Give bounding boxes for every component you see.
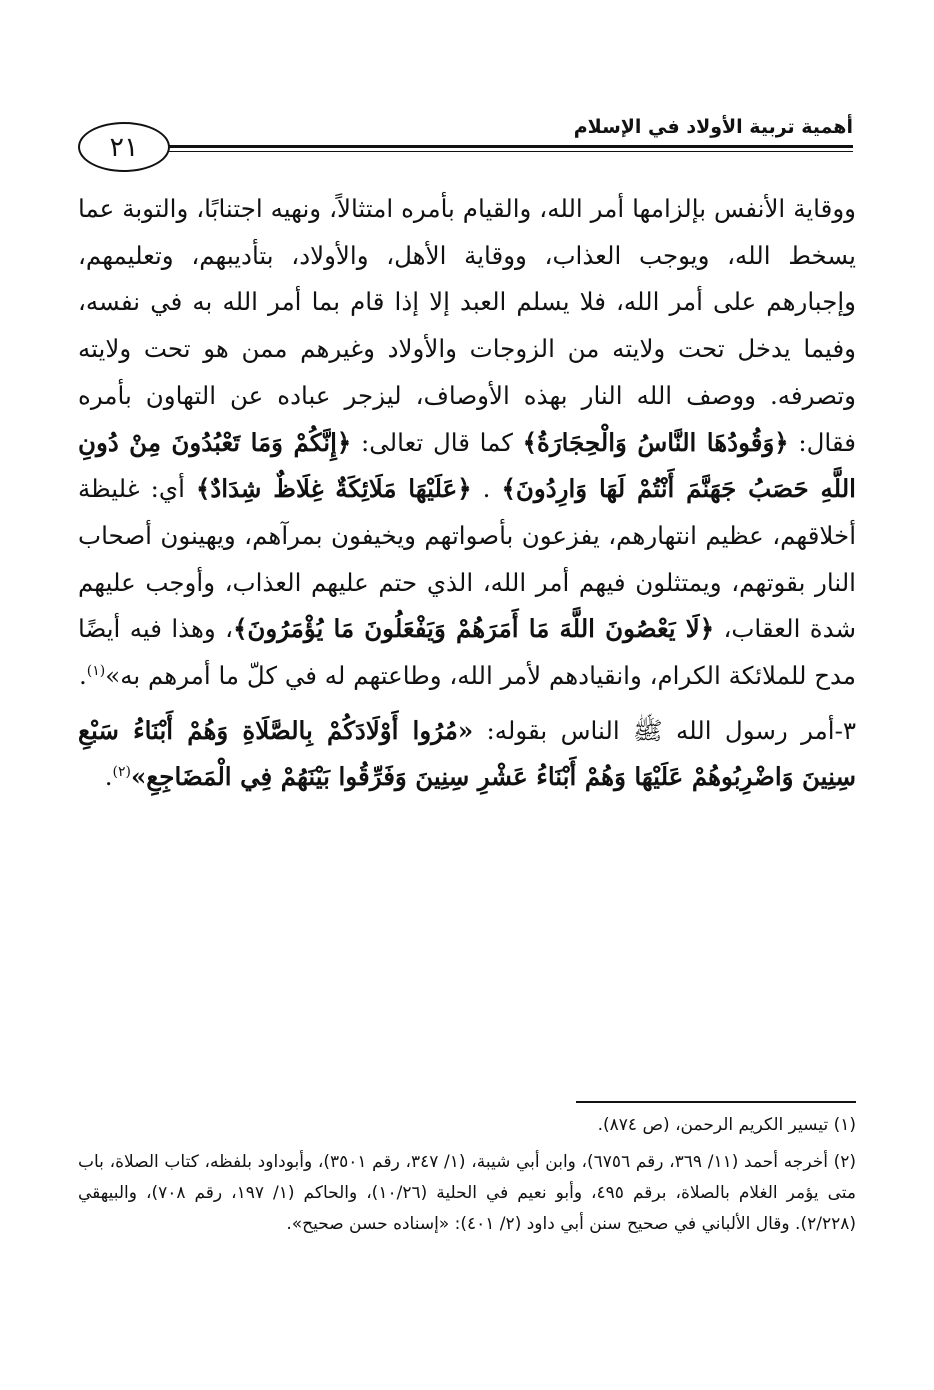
paragraph-tafsir xyxy=(78,186,856,700)
text-run: كما قال تعالى: xyxy=(351,427,523,457)
running-title: أهمية تربية الأولاد في الإسلام xyxy=(573,116,853,138)
item-number: ٣- xyxy=(834,715,857,745)
text-run: . xyxy=(104,762,113,792)
main-text xyxy=(78,186,856,801)
footnote-2: (٢) أخرجه أحمد (١١/ ٣٦٩، رقم ٦٧٥٦)، وابن أبي شيبة، (١/ ٣٤٧، رقم ٣٥٠١)، وأبوداود بلفظه، كتاب الصلاة، باب متى يؤمر الغلام بالصلاة، برقم ٤٩٥، وأبو نعيم في الحلية (١٠/٢٦)، والحاكم (١/ ١٩٧، رقم ٧٠٨)، والبيهقي (٢/٢٢٨). وقال الألباني في صحيح سنن أبي داود (٢/ ٤٠١): «إسناده حسن صحيح». xyxy=(78,1152,857,1234)
quran-quote: ﴿لَا يَعْصُونَ اللَّهَ مَا أَمَرَهُمْ وَيَفْعَلُونَ مَا يُؤْمَرُونَ﴾ xyxy=(233,614,715,644)
text-run: . xyxy=(78,661,87,691)
header-rule-thin xyxy=(168,151,853,152)
page-header xyxy=(78,116,853,180)
text-run: أي: غليظة أخلاقهم، عظيم انتهارهم، يفزعون بأصواتهم ويخيفون بمرآهم، ويهينون أصحاب النار بقوتهم، ويمتثلون فيهم أمر الله، الذي حتم عليهم العذاب، وأوجب عليهم شدة العقاب، xyxy=(78,474,856,644)
footnote-1: (١) تيسير الكريم الرحمن، (ص ٨٧٤). xyxy=(597,1115,856,1135)
quran-quote: ﴿وَقُودُهَا النَّاسُ وَالْحِجَارَةُ﴾ xyxy=(522,427,789,457)
page-number: ٢١ xyxy=(109,131,139,163)
numbered-item-3 xyxy=(78,708,856,801)
quran-quote: ﴿عَلَيْهَا مَلَائِكَةٌ غِلَاظٌ شِدَادٌ﴾ xyxy=(196,474,472,504)
text-run: أمر رسول الله ﷺ الناس بقوله: xyxy=(473,715,835,745)
text-run: ، وهذا فيه أيضًا مدح للملائكة الكرام، وانقيادهم لأمر الله، وطاعتهم له في كلّ ما أمرهم به» xyxy=(78,614,856,691)
hadith-quote: «مُرُوا أَوْلَادَكُمْ بِالصَّلَاةِ وَهُمْ أَبْنَاءُ سَبْعِ سِنِينَ وَاضْرِبُوهُمْ عَلَيْهَا وَهُمْ أَبْنَاءُ عَشْرِ سِنِينَ وَفَرِّقُوا بَيْنَهُمْ فِي الْمَضَاجِعِ» xyxy=(78,715,856,792)
quran-quote: ﴿إِنَّكُمْ وَمَا تَعْبُدُونَ مِنْ دُونِ اللَّهِ حَصَبُ جَهَنَّمَ أَنْتُمْ لَهَا وَارِدُونَ﴾ xyxy=(78,427,856,504)
header-rule xyxy=(168,145,853,148)
text-run: ووقاية الأنفس بإلزامها أمر الله، والقيام بأمره امتثالاً، ونهيه اجتنابًا، والتوبة عما يسخط الله، ويوجب العذاب، ووقاية الأهل، والأولاد، بتأديبهم، وتعليمهم، وإجبارهم على أمر الله، فلا يسلم العبد إلا إذا قام بما أمر الله به في نفسه، وفيما يدخل تحت ولايته من الزوجات والأولاد وغيرهم ممن هو تحت ولايته وتصرفه. ووصف الله النار بهذه الأوصاف، ليزجر عباده عن التهاون بأمره فقال: xyxy=(78,194,856,457)
text-run: . xyxy=(471,474,502,504)
footnotes xyxy=(78,1110,856,1240)
footnote-ref: (٢) xyxy=(112,764,131,781)
page-number-oval xyxy=(78,122,170,172)
footnote-ref: (١) xyxy=(86,662,106,679)
footnote-separator xyxy=(576,1101,856,1103)
